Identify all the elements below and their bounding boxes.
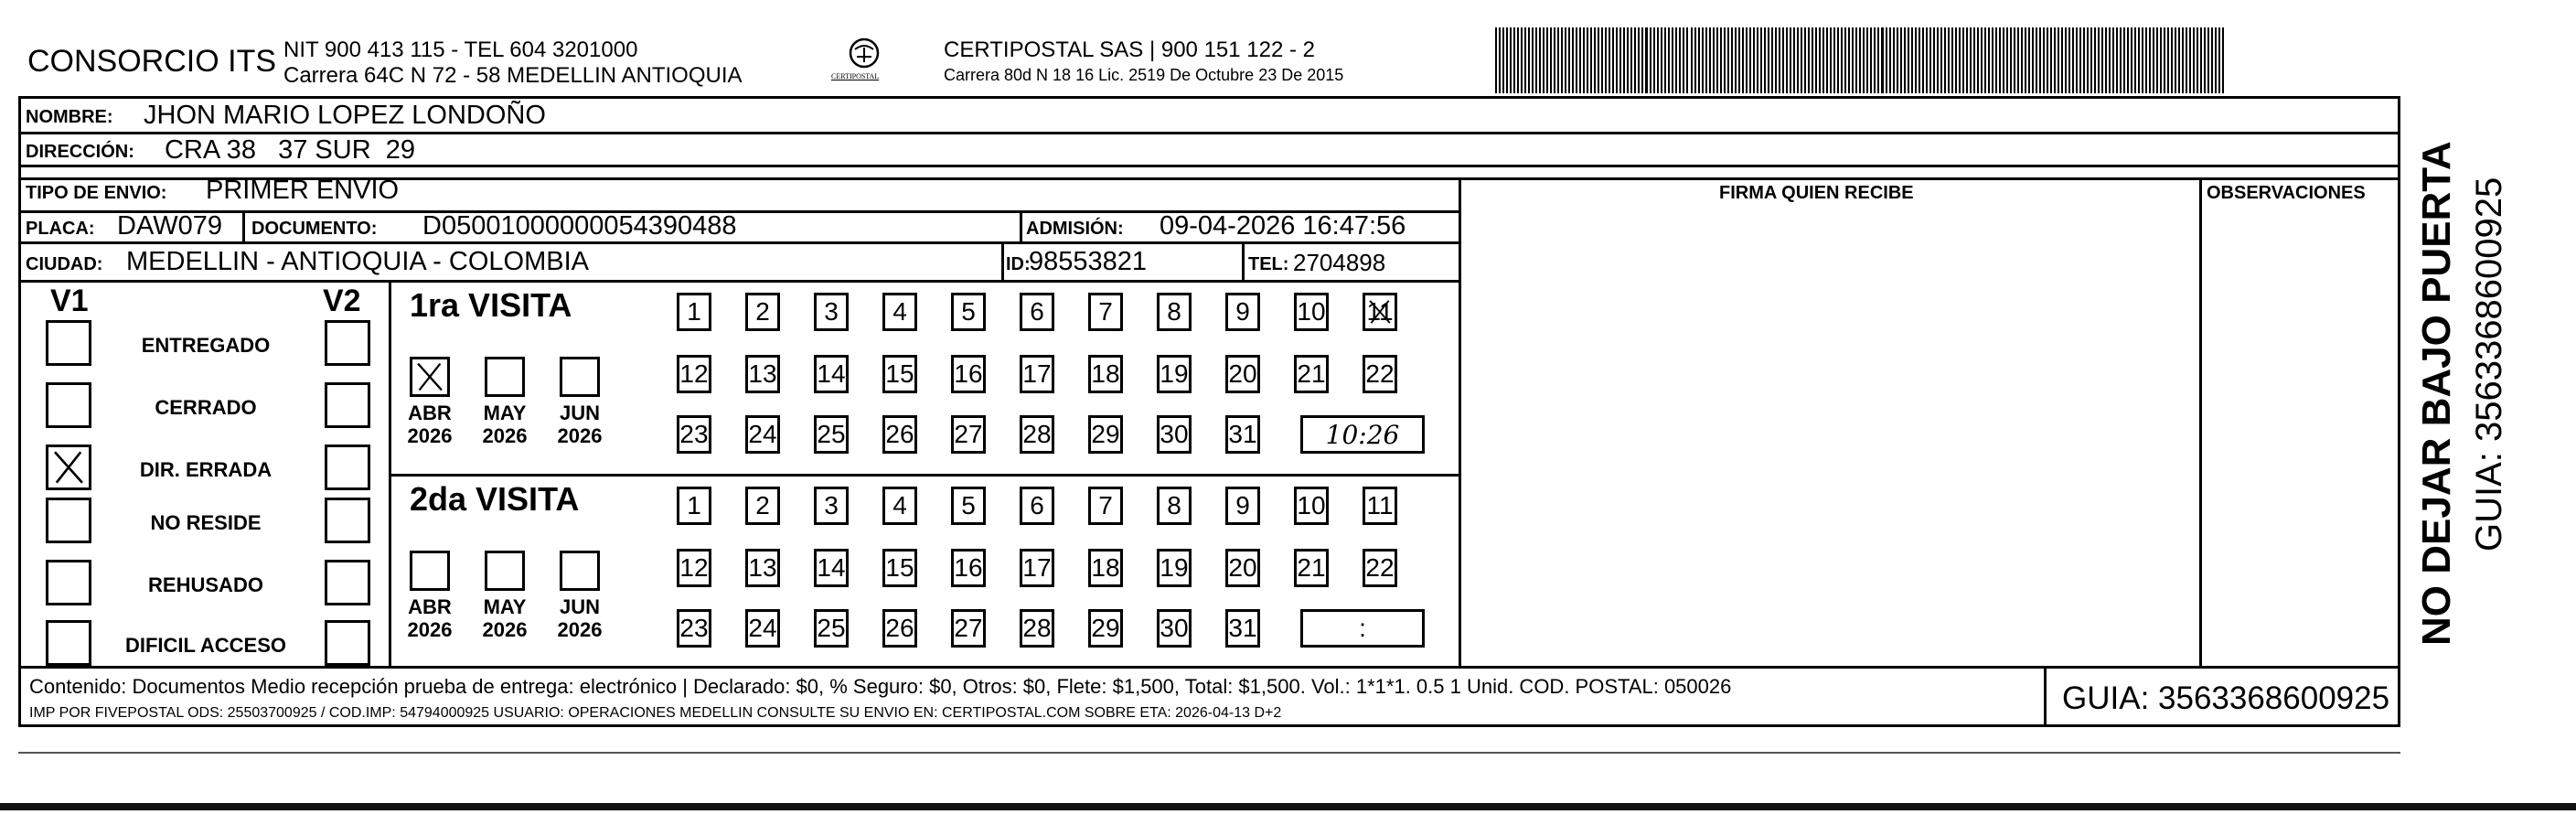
v1-checkbox[interactable] [46, 444, 91, 490]
day-box[interactable]: 29 [1088, 609, 1123, 648]
courier-line-1: CERTIPOSTAL SAS | 900 151 122 - 2 [944, 37, 1315, 62]
day-box[interactable]: 2 [745, 487, 780, 525]
row-divider [18, 132, 2400, 134]
courier-line-2: Carrera 80d N 18 16 Lic. 2519 De Octubre 23 De 2015 [944, 66, 1344, 84]
day-box[interactable]: 23 [677, 609, 711, 648]
direccion-value: CRA 38 37 SUR 29 [165, 135, 416, 165]
placa-value: DAW079 [117, 211, 222, 241]
day-box[interactable]: 25 [814, 609, 849, 648]
col-divider [242, 210, 245, 241]
footer-line-2: IMP POR FIVEPOSTAL ODS: 25503700925 / COD.IMP: 54794000925 USUARIO: OPERACIONES MEDELLIN CONSULTE SU ENVIO EN: CERTIPOSTAL.COM SOBRE ETA: 2026-04-13 D+2 [29, 705, 1282, 721]
day-box[interactable]: 12 [677, 355, 711, 393]
day-box[interactable]: 20 [1225, 355, 1260, 393]
visit-time-box[interactable]: : [1300, 609, 1425, 648]
day-box[interactable]: 17 [1020, 549, 1054, 587]
id-label: ID: [1006, 254, 1031, 274]
day-box[interactable]: 10 [1294, 293, 1329, 331]
id-value: 98553821 [1029, 247, 1148, 276]
documento-label: DOCUMENTO: [251, 219, 378, 239]
bottom-rule [0, 803, 2576, 810]
month-checkbox[interactable] [410, 551, 450, 591]
admision-label: ADMISIÓN: [1026, 219, 1124, 239]
v1-checkbox[interactable] [46, 620, 91, 666]
month-checkbox[interactable] [410, 357, 450, 397]
day-box[interactable]: 26 [882, 609, 917, 648]
day-box[interactable]: 10 [1294, 487, 1329, 525]
admision-value: 09-04-2026 16:47:56 [1160, 211, 1406, 241]
side-guia: GUIA: 3563368600925 [2469, 177, 2509, 552]
day-box[interactable]: 11 [1363, 293, 1397, 331]
certipostal-logo [818, 35, 910, 90]
col-divider [1459, 177, 1461, 666]
v1-label: V1 [50, 284, 89, 318]
day-box[interactable]: 7 [1088, 293, 1123, 331]
status-label: NO RESIDE [150, 511, 262, 534]
day-box[interactable]: 5 [951, 487, 986, 525]
day-box[interactable]: 30 [1157, 609, 1192, 648]
v2-checkbox[interactable] [325, 382, 370, 428]
day-box[interactable]: 5 [951, 293, 986, 331]
col-divider [1001, 241, 1004, 280]
certipostal-logo-icon [818, 35, 910, 90]
month-label: JUN [559, 595, 600, 618]
separator-line [18, 752, 2400, 754]
v2-checkbox[interactable] [325, 560, 370, 605]
day-box[interactable]: 26 [882, 415, 917, 454]
footer-guia: GUIA: 3563368600925 [2062, 680, 2390, 716]
year-label: 2026 [557, 618, 603, 641]
day-box[interactable]: 14 [814, 355, 849, 393]
day-box[interactable]: 1 [677, 487, 711, 525]
day-box[interactable]: 7 [1088, 487, 1123, 525]
day-box[interactable]: 1 [677, 293, 711, 331]
v2-checkbox[interactable] [325, 320, 370, 366]
barcode [1495, 27, 2227, 93]
day-box[interactable]: 8 [1157, 487, 1192, 525]
status-label: CERRADO [155, 396, 257, 419]
day-box[interactable]: 22 [1363, 355, 1397, 393]
nombre-label: NOMBRE: [26, 107, 113, 127]
status-label: REHUSADO [148, 573, 263, 596]
row-divider [18, 280, 1459, 283]
day-box[interactable]: 19 [1157, 355, 1192, 393]
col-divider [1242, 241, 1245, 280]
month-label: JUN [559, 402, 600, 424]
day-box[interactable]: 12 [677, 549, 711, 587]
month-label: MAY [483, 595, 527, 618]
day-box[interactable]: 27 [951, 415, 986, 454]
direccion-label: DIRECCIÓN: [26, 142, 134, 162]
day-box[interactable]: 15 [882, 549, 917, 587]
day-box[interactable]: 29 [1088, 415, 1123, 454]
v1-checkbox[interactable] [46, 498, 91, 543]
year-label: 2026 [482, 618, 528, 641]
ciudad-value: MEDELLIN - ANTIOQUIA - COLOMBIA [126, 247, 589, 276]
year-label: 2026 [557, 424, 603, 447]
month-label: ABR [408, 402, 452, 424]
day-box[interactable]: 9 [1225, 293, 1260, 331]
year-label: 2026 [407, 424, 453, 447]
v2-label: V2 [323, 284, 361, 318]
day-box[interactable]: 6 [1020, 293, 1054, 331]
day-box[interactable]: 4 [882, 293, 917, 331]
v2-checkbox[interactable] [325, 498, 370, 543]
x-mark-icon [48, 447, 89, 487]
v2-checkbox[interactable] [325, 444, 370, 490]
day-box[interactable]: 19 [1157, 549, 1192, 587]
x-mark-icon [412, 359, 447, 394]
footer-line-1: Contenido: Documentos Medio recepción prueba de entrega: electrónico | Declarado: $0, % Seguro: $0, Otros: $0, Flete: $1,500, Total: $1,500. Vol.: 1*1*1. 0.5 1 Unid. COD. POSTAL: 050026 [29, 675, 1732, 698]
placa-label: PLACA: [26, 219, 95, 239]
day-box[interactable]: 28 [1020, 609, 1054, 648]
firma-column-header: FIRMA QUIEN RECIBE [1719, 183, 1914, 203]
month-checkbox[interactable] [560, 551, 600, 591]
year-label: 2026 [407, 618, 453, 641]
day-box[interactable]: 22 [1363, 549, 1397, 587]
status-label: DIR. ERRADA [139, 458, 273, 481]
month-label: ABR [408, 595, 452, 618]
ciudad-label: CIUDAD: [26, 254, 103, 274]
v2-checkbox[interactable] [325, 620, 370, 666]
v1-checkbox[interactable] [46, 382, 91, 428]
day-box[interactable]: 13 [745, 355, 780, 393]
day-box[interactable]: 21 [1294, 549, 1329, 587]
row-divider [389, 474, 1459, 477]
day-box[interactable]: 21 [1294, 355, 1329, 393]
status-label: ENTREGADO [141, 334, 271, 357]
month-checkbox[interactable] [485, 551, 525, 591]
row-divider [18, 165, 2400, 167]
day-box[interactable]: 23 [677, 415, 711, 454]
day-box[interactable]: 14 [814, 549, 849, 587]
day-box[interactable]: 9 [1225, 487, 1260, 525]
day-box[interactable]: 3 [814, 487, 849, 525]
col-divider [389, 280, 391, 666]
day-box[interactable]: 4 [882, 487, 917, 525]
day-box[interactable]: 30 [1157, 415, 1192, 454]
company-nit: NIT 900 413 115 - TEL 604 3201000 [283, 37, 638, 62]
day-box[interactable]: 2 [745, 293, 780, 331]
company-name: CONSORCIO ITS [27, 44, 277, 79]
tipo-envio-label: TIPO DE ENVIO: [26, 183, 167, 203]
day-box[interactable]: 6 [1020, 487, 1054, 525]
visit-time-box[interactable]: 10:26 [1300, 415, 1425, 454]
tel-value: 2704898 [1293, 249, 1386, 276]
day-box[interactable]: 13 [745, 549, 780, 587]
day-box[interactable]: 11 [1363, 487, 1397, 525]
documento-value: D05001000000054390488 [422, 211, 737, 241]
day-box[interactable]: 24 [745, 609, 780, 648]
day-box[interactable]: 27 [951, 609, 986, 648]
month-checkbox[interactable] [560, 357, 600, 397]
company-address: Carrera 64C N 72 - 58 MEDELLIN ANTIOQUIA [283, 63, 743, 88]
day-box[interactable]: 16 [951, 355, 986, 393]
day-box[interactable]: 15 [882, 355, 917, 393]
logo-caption: CERTIPOSTAL [831, 72, 880, 80]
day-box[interactable]: 3 [814, 293, 849, 331]
nombre-value: JHON MARIO LOPEZ LONDOÑO [144, 101, 546, 130]
day-box[interactable]: 17 [1020, 355, 1054, 393]
visit-title: 2da VISITA [410, 480, 580, 518]
day-box[interactable]: 28 [1020, 415, 1054, 454]
year-label: 2026 [482, 424, 528, 447]
day-box[interactable]: 16 [951, 549, 986, 587]
x-mark-icon [1365, 295, 1395, 328]
visit-title: 1ra VISITA [410, 286, 572, 324]
day-box[interactable]: 18 [1088, 549, 1123, 587]
side-warning: NO DEJAR BAJO PUERTA [2414, 141, 2459, 646]
col-divider [2044, 666, 2047, 727]
day-box[interactable]: 24 [745, 415, 780, 454]
month-label: MAY [483, 402, 527, 424]
v1-checkbox[interactable] [46, 560, 91, 605]
day-box[interactable]: 8 [1157, 293, 1192, 331]
tipo-envio-value: PRIMER ENVIO [206, 176, 400, 205]
month-checkbox[interactable] [485, 357, 525, 397]
col-divider [1020, 210, 1022, 241]
tel-label: TEL: [1248, 254, 1289, 274]
col-divider [2199, 177, 2202, 666]
day-box[interactable]: 31 [1225, 609, 1260, 648]
v1-checkbox[interactable] [46, 320, 91, 366]
day-box[interactable]: 31 [1225, 415, 1260, 454]
day-box[interactable]: 25 [814, 415, 849, 454]
observaciones-column-header: OBSERVACIONES [2207, 183, 2366, 203]
day-box[interactable]: 20 [1225, 549, 1260, 587]
status-label: DIFICIL ACCESO [124, 634, 286, 657]
day-box[interactable]: 18 [1088, 355, 1123, 393]
